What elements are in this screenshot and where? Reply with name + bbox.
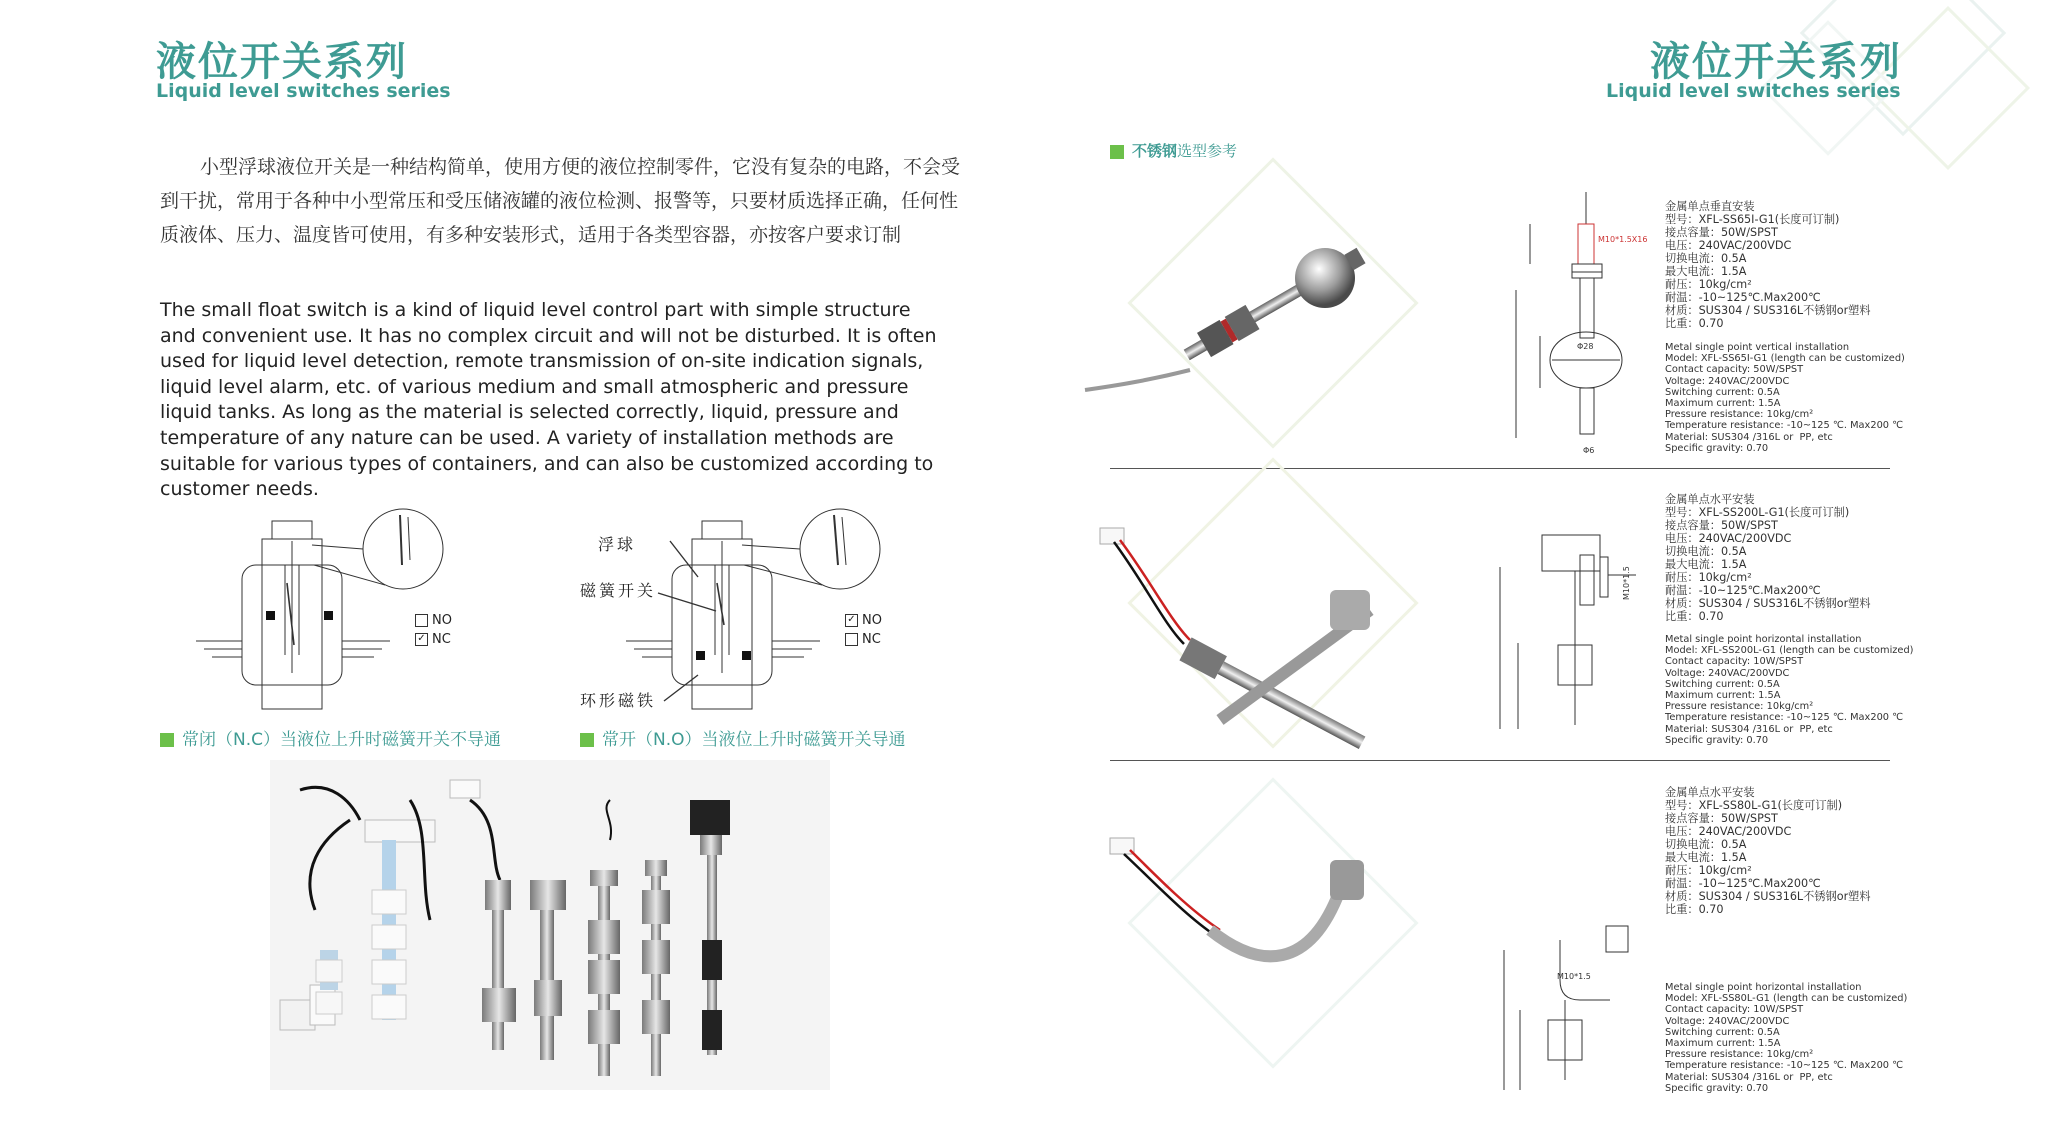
diagram-no: [620, 505, 890, 715]
right-title-en: Liquid level switches series: [1606, 80, 1901, 102]
checkbox-nc-label: NC: [862, 632, 881, 647]
diagram-nc: [190, 505, 450, 715]
product-1-spec-cn: 金属单点垂直安装 型号：XFL-SS65I-G1(长度可订制) 接点容量：50W/SPST 电压：240VAC/200VDC 切换电流：0.5A 最大电流：1.5A 耐压：10kg/cm² 耐温：-10~125℃.Max200℃ 材质：SUS304 / SUS316L不锈钢or塑料 比重：0.70: [1665, 200, 1871, 330]
horizontal-float-switch-image: [1090, 820, 1410, 1040]
product-3-spec-en: Metal single point horizontal installation Model: XFL-SS80L-G1 (length can be customized) Contact capacity: 10W/SPST Voltage: 240VAC/200VDC Switching current: 0.5A Maximum current: 1.5A Pressure resistance: 10kg/cm² Temperature resistance: -10~125 ℃. Max200 ℃ Material: SUS304 /316L or PP, etc Specific gravity: 0.70: [1665, 982, 1908, 1094]
product-3-spec-cn: 金属单点水平安装 型号：XFL-SS80L-G1(长度可订制) 接点容量：50W/SPST 电压：240VAC/200VDC 切换电流：0.5A 最大电流：1.5A 耐压：10kg/cm² 耐温：-10~125℃.Max200℃ 材质：SUS304 / SUS316L不锈钢or塑料 比重：0.70: [1665, 786, 1871, 916]
product-2-drawing: [1480, 515, 1670, 745]
checkbox-unchecked-icon: [415, 614, 428, 627]
float-switches-illustration: [270, 760, 830, 1090]
intro-en: The small float switch is a kind of liquid level control part with simple structure and convenient use. It has no complex circuit and will not be disturbed. It is often used for liquid level detection, remote transmission of on-site indication signals, liquid level alarm, etc. of various medium and small atmospheric and pressure liquid tanks. As long as the material is selected correctly, liquid, pressure and temperature of any nature can be used. A variety of installation methods are suitable for various types of containers, and can also be customized according to customer needs.: [160, 299, 937, 501]
no-diagram-checkbox-nc: [845, 632, 881, 647]
product-1-rod-dim: Φ6: [1583, 446, 1595, 455]
vertical-float-switch-image: [1080, 220, 1380, 420]
intro-cn: 小型浮球液位开关是一种结构简单，使用方便的液位控制零件，它没有复杂的电路，不会受到干扰，常用于各种中小型常压和受压储液罐的液位检测、报警等，只要材质选择正确，任何性质液体、压力、温度皆可使用，有多种安装形式，适用于各类型容器，亦按客户要求订制: [160, 156, 961, 246]
product-1-ball-dim: Φ28: [1577, 342, 1594, 351]
label-float: 浮球: [598, 535, 637, 554]
section-heading-rest: 选型参考: [1177, 142, 1238, 160]
product-1-thread-dim: M10*1.5X16: [1598, 235, 1648, 244]
nc-diagram-checkbox-no: [415, 613, 452, 628]
vertical-switch-dimension-drawing: [1490, 190, 1660, 460]
legend-square-icon: [1110, 145, 1124, 159]
checkbox-checked-icon: ✓: [415, 633, 428, 646]
product-2-photo: [1090, 520, 1420, 750]
caption-no-text: 常开（N.O）当液位上升时磁簧开关导通: [602, 730, 906, 750]
product-1-drawing: [1490, 190, 1660, 460]
product-3-thread-dim: M10*1.5: [1557, 972, 1591, 981]
divider: [1110, 468, 1890, 469]
legend-square-icon: [580, 733, 594, 747]
label-ring-magnet: 环形磁铁: [580, 691, 657, 710]
caption-nc: [160, 725, 501, 750]
horizontal-switch-dimension-drawing-3: [1490, 920, 1660, 1090]
label-reed-switch: 磁簧开关: [580, 581, 657, 600]
product-2-spec-en: Metal single point horizontal installation Model: XFL-SS200L-G1 (length can be customized) Contact capacity: 10W/SPST Voltage: 240VAC/200VDC Switching current: 0.5A Maximum current: 1.5A Pressure resistance: 10kg/cm² Temperature resistance: -10~125 ℃. Max200 ℃ Material: SUS304 /316L or PP, etc Specific gravity: 0.70: [1665, 634, 1914, 746]
product-3-photo: [1090, 820, 1410, 1040]
section-heading: [1110, 140, 1237, 161]
caption-no: [580, 725, 906, 750]
right-title-cn: 液位开关系列: [1650, 39, 1902, 85]
product-3-drawing: [1490, 920, 1660, 1090]
product-2-spec-cn: 金属单点水平安装 型号：XFL-SS200L-G1(长度可订制) 接点容量：50W/SPST 电压：240VAC/200VDC 切换电流：0.5A 最大电流：1.5A 耐压：10kg/cm² 耐温：-10~125℃.Max200℃ 材质：SUS304 / SUS316L不锈钢or塑料 比重：0.70: [1665, 493, 1871, 623]
product-1-photo: [1080, 220, 1380, 420]
legend-square-icon: [160, 733, 174, 747]
horizontal-switch-dimension-drawing: [1480, 515, 1670, 745]
divider: [1110, 760, 1890, 761]
no-diagram-checkbox-no: [845, 613, 882, 628]
diagram-no-drawing: [620, 505, 890, 715]
caption-nc-text: 常闭（N.C）当液位上升时磁簧开关不导通: [182, 730, 501, 750]
checkbox-no-label: NO: [432, 613, 452, 628]
checkbox-checked-icon: ✓: [845, 614, 858, 627]
product-2-thread-dim: M10*1.5: [1622, 566, 1631, 600]
checkbox-unchecked-icon: [845, 633, 858, 646]
checkbox-nc-label: NC: [432, 632, 451, 647]
horizontal-float-switch-image: [1090, 520, 1420, 750]
product-photo: [270, 760, 830, 1090]
nc-diagram-checkbox-nc: [415, 632, 451, 647]
checkbox-no-label: NO: [862, 613, 882, 628]
section-heading-bold: 不锈钢: [1132, 142, 1178, 160]
left-title-en: Liquid level switches series: [156, 80, 451, 102]
left-title-cn: 液位开关系列: [156, 39, 408, 85]
product-1-spec-en: Metal single point vertical installation Model: XFL-SS65I-G1 (length can be customized) Contact capacity: 50W/SPST Voltage: 240VAC/200VDC Switching current: 0.5A Maximum current: 1.5A Pressure resistance: 10kg/cm² Temperature resistance: -10~125 ℃. Max200 ℃ Material: SUS304 /316L or PP, etc Specific gravity: 0.70: [1665, 342, 1905, 454]
diagram-nc-drawing: [190, 505, 450, 715]
